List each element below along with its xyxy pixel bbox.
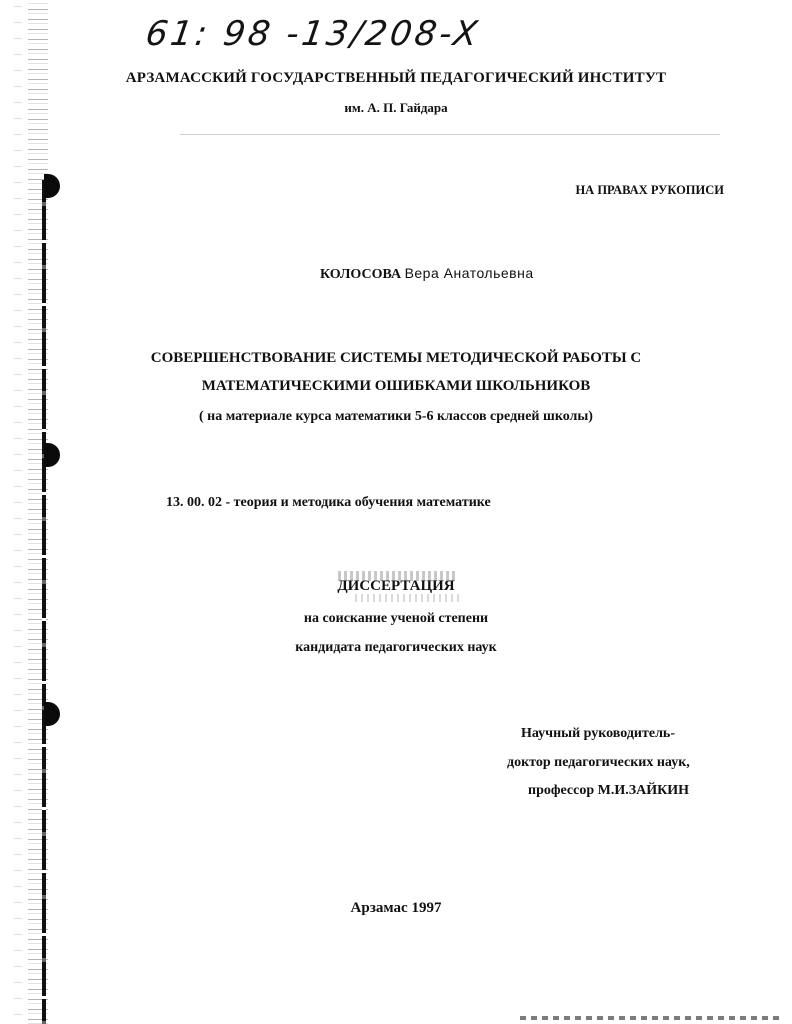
punch-hole-bottom [44, 702, 60, 726]
adviser-degree: доктор педагогических наук, [507, 755, 690, 770]
degree-line-1: на соискание ученой степени [303, 611, 489, 626]
author-surname: КОЛОСОВА [320, 267, 402, 282]
header-divider [180, 134, 720, 135]
adviser-name: профессор М.И.ЗАЙКИН [528, 783, 690, 798]
author-name [320, 265, 534, 283]
city-year: Арзамас 1997 [350, 900, 442, 916]
document-type: ДИССЕРТАЦИЯ [337, 578, 455, 594]
dissertation-title-line-2: МАТЕМАТИЧЕСКИМИ ОШИБКАМИ ШКОЛЬНИКОВ [201, 378, 591, 394]
scan-edge-noise [14, 0, 22, 1024]
degree-line-2: кандидата педагогических наук [295, 640, 497, 655]
scan-binding-strip [42, 180, 46, 1024]
scan-bottom-noise [520, 1016, 780, 1020]
manuscript-rights: НА ПРАВАХ РУКОПИСИ [575, 183, 724, 197]
dissertation-title-line-1: СОВЕРШЕНСТВОВАНИЕ СИСТЕМЫ МЕТОДИЧЕСКОЙ РАБОТЫ С [150, 350, 642, 366]
institution-name: АРЗАМАССКИЙ ГОСУДАРСТВЕННЫЙ ПЕДАГОГИЧЕСКИЙ ИНСТИТУТ [125, 70, 667, 86]
author-given-names: Вера Анатольевна [404, 265, 534, 281]
faded-stamp-bottom [355, 594, 460, 602]
punch-hole-top [44, 174, 60, 198]
specialty-code: 13. 00. 02 - теория и методика обучения математике [166, 495, 491, 510]
adviser-role: Научный руководитель- [521, 726, 675, 741]
handwritten-catalog-code: 61: 98 -13/208-X [143, 14, 483, 54]
dissertation-subtitle: ( на материале курса математики 5-6 классов средней школы) [199, 409, 593, 424]
institution-named-after: им. А. П. Гайдара [344, 100, 448, 115]
punch-hole-middle [44, 443, 60, 467]
